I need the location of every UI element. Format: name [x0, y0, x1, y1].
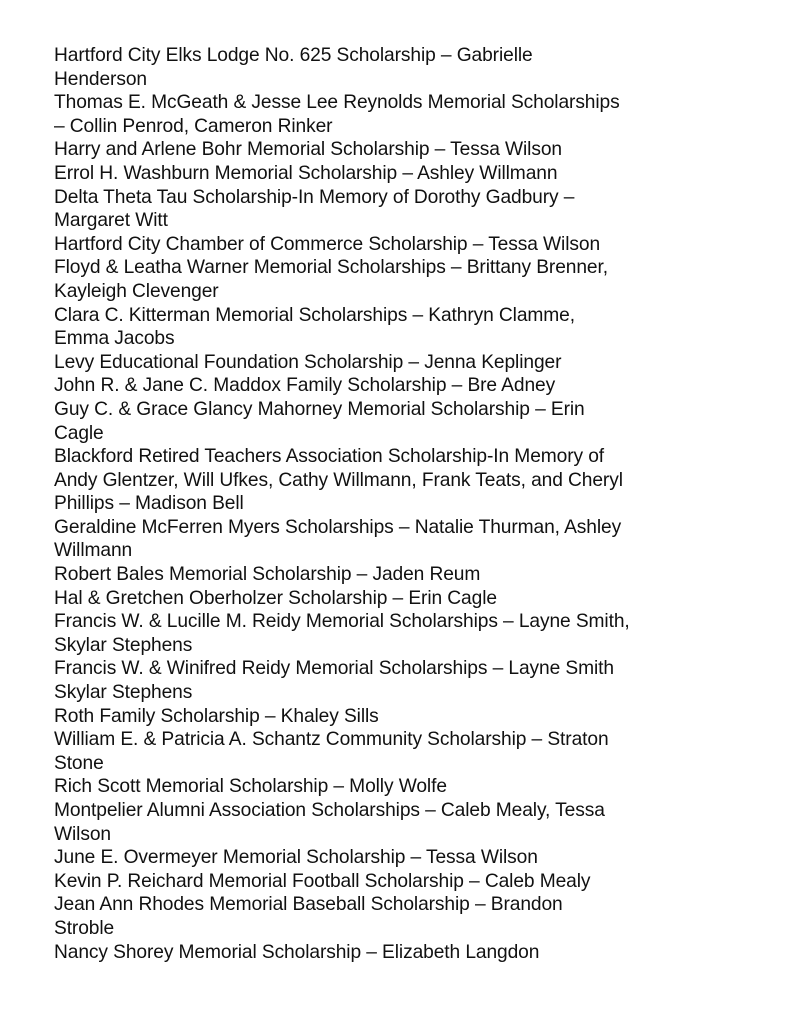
scholarship-entry: Floyd & Leatha Warner Memorial Scholarships – Brittany Brenner, Kayleigh Clevenger	[54, 257, 608, 302]
scholarship-entry: Geraldine McFerren Myers Scholarships – Natalie Thurman, Ashley Willmann	[54, 516, 622, 562]
scholarship-entry: Francis W. & Winifred Reidy Memorial Scholarships – Layne Smith Skylar Stephens	[54, 658, 614, 704]
scholarship-entry: Rich Scott Memorial Scholarship – Molly Wolfe	[54, 776, 447, 798]
scholarship-entry: Nancy Shorey Memorial Scholarship – Elizabeth Langdon	[54, 941, 540, 963]
scholarship-entry: Hartford City Elks Lodge No. 625 Scholarship – Gabrielle Henderson	[54, 45, 533, 90]
scholarship-entry: Roth Family Scholarship – Khaley Sills	[54, 705, 379, 727]
scholarship-entry: John R. & Jane C. Maddox Family Scholarship – Bre Adney	[54, 375, 556, 397]
scholarship-entry: Harry and Arlene Bohr Memorial Scholarship – Tessa Wilson	[54, 139, 562, 161]
scholarship-entry: Levy Educational Foundation Scholarship – Jenna Keplinger	[54, 351, 562, 373]
scholarship-entry: Errol H. Washburn Memorial Scholarship – Ashley Willmann	[54, 162, 558, 184]
scholarship-entry: Hal & Gretchen Oberholzer Scholarship – Erin Cagle	[54, 587, 497, 609]
scholarship-entry: Kevin P. Reichard Memorial Football Scholarship – Caleb Mealy	[54, 870, 591, 892]
scholarship-entry: Robert Bales Memorial Scholarship – Jaden Reum	[54, 564, 481, 586]
scholarship-entry: Jean Ann Rhodes Memorial Baseball Scholarship – Brandon Stroble	[54, 894, 563, 939]
scholarship-entry: Montpelier Alumni Association Scholarships – Caleb Mealy, Tessa Wilson	[54, 800, 605, 845]
scholarship-entry: Guy C. & Grace Glancy Mahorney Memorial Scholarship – Erin Cagle	[54, 398, 585, 444]
scholarship-entry: Delta Theta Tau Scholarship-In Memory of Dorothy Gadbury – Margaret Witt	[54, 186, 575, 232]
scholarship-entry: Blackford Retired Teachers Association Scholarship-In Memory of Andy Glentzer, Will Ufkes, Cathy Willmann, Frank Teats, and Cheryl Phillips – Madison Bell	[54, 446, 623, 515]
scholarship-entry: Thomas E. McGeath & Jesse Lee Reynolds Memorial Scholarships – Collin Penrod, Cameron Rinker	[54, 92, 620, 137]
scholarship-entry: William E. & Patricia A. Schantz Community Scholarship – Straton Stone	[54, 729, 609, 774]
scholarship-entry: Hartford City Chamber of Commerce Scholarship – Tessa Wilson	[54, 233, 601, 255]
scholarship-list	[54, 44, 754, 964]
scholarship-entry: Francis W. & Lucille M. Reidy Memorial Scholarships – Layne Smith, Skylar Stephens	[54, 611, 630, 656]
scholarship-entry: June E. Overmeyer Memorial Scholarship – Tessa Wilson	[54, 847, 538, 869]
scholarship-entry: Clara C. Kitterman Memorial Scholarships – Kathryn Clamme, Emma Jacobs	[54, 304, 575, 350]
